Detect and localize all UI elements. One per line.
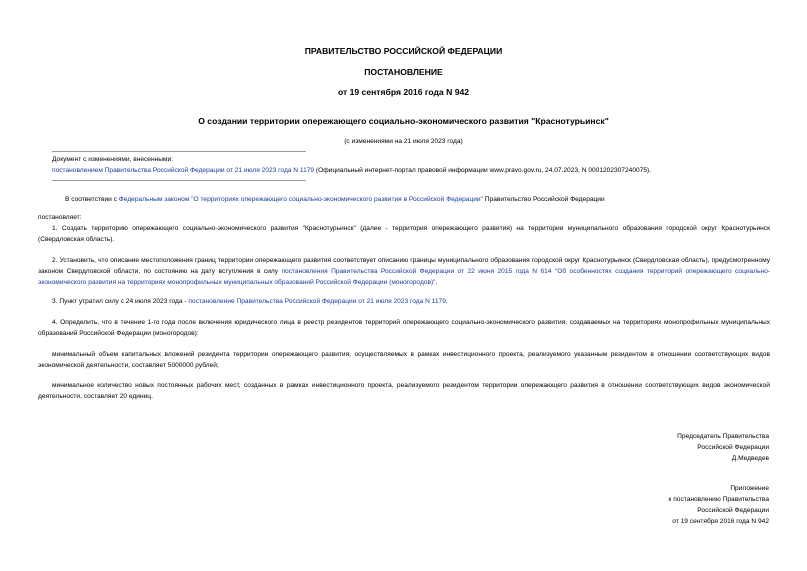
item-2-pre: 2. Установить, что описание местоположения границ территории опережающего развития соответствует описанию границы муниципального образования городской округ Краснотурьинск (Свердловская область), предусмотренному законом Свердловской области, по состоянию на дату вступления в силу (38, 257, 770, 275)
amend-bottom-rule (52, 180, 306, 181)
item-2-post: . (435, 279, 438, 286)
item-4: 4. Определить, что в течение 1-го года после включения юридического лица в реестр резидентов территорий опережающего социально-экономического развития, создаваемых на территориях монопрофильных муниципальных образований Российской Федерации (моногородов): (38, 319, 770, 337)
document-title: О создании территории опережающего социально-экономического развития "Краснотурьинск" (198, 116, 609, 126)
amend-link[interactable]: постановлением Правительства Российской Федерации от 21 июля 2023 года N 1179 (52, 167, 315, 174)
item-3 (38, 296, 770, 307)
appendix-country: Российской Федерации (697, 507, 769, 514)
appendix-reference: к постановлению Правительства (668, 496, 769, 503)
amend-tail: (Официальный интернет-портал правовой информации www.pravo.gov.ru, 24.07.2023, N 0001202307240075). (314, 167, 652, 174)
amend-top-rule (52, 151, 306, 152)
resolution-1179-link[interactable]: постановление Правительства Российской Федерации от 21 июля 2023 года N 1179 (188, 298, 446, 305)
signature-position: Председатель Правительства (677, 433, 769, 440)
amended-note: (с изменениями на 21 июля 2023 года) (344, 138, 463, 145)
amend-reference (52, 165, 772, 176)
federal-law-link[interactable]: Федеральным законом "О территориях опережающего социально-экономического развития в Российской Федерации" (118, 196, 483, 203)
item-1: 1. Создать территорию опережающего социально-экономического развития "Краснотурьинск" (далее - территория опережающего развития) на территории муниципального образования городской округ Краснотурьинск (Свердловская область). (38, 225, 770, 243)
preamble-post: Правительство Российской Федерации (482, 196, 605, 203)
item-2 (38, 255, 770, 288)
item-4-jobs: минимальное количество новых постоянных рабочих мест, созданных в рамках инвестиционного проекта, реализуемого резидентом территории опережающего развития в отношении соответствующих видов экономической деятельности, составляет 20 единиц. (38, 382, 770, 400)
signature-country: Российской Федерации (697, 444, 769, 451)
item-4-investment: минимальный объем капитальных вложений резидента территории опережающего развития, осуществляемых в рамках инвестиционного проекта, реализуемого указанным резидентом в отношении соответствующих видов экономической деятельности, составляет 5000000 рублей; (38, 351, 770, 369)
preamble-paragraph (52, 194, 770, 205)
resolution-614-link[interactable]: постановления Правительства Российской Федерации от 22 июня 2015 года N 614 "Об особенностях создания территорий опережающего социально-экономического развития на территориях монопрофильных муниципальных образований Российской Федерации (моногородов)" (38, 268, 771, 286)
appendix-date: от 19 сентября 2016 года N 942 (672, 518, 769, 525)
appendix-block (669, 483, 770, 527)
appendix-label: Приложение (730, 485, 769, 492)
signature-block (677, 431, 769, 464)
date-number-heading: от 19 сентября 2016 года N 942 (337, 87, 470, 97)
item-3-pre: 3. Пункт утратил силу с 24 июля 2023 года - (52, 298, 189, 305)
amend-intro: Документ с изменениями, внесенными: (52, 156, 174, 163)
resolves-text: постановляет: (38, 214, 82, 221)
government-heading: ПРАВИТЕЛЬСТВО РОССИЙСКОЙ ФЕДЕРАЦИИ (304, 46, 503, 56)
doc-type-heading: ПОСТАНОВЛЕНИЕ (364, 67, 443, 77)
item-3-post: . (445, 298, 448, 305)
signature-name: Д.Медведев (731, 455, 769, 462)
preamble-pre: В соответствии с (65, 196, 119, 203)
